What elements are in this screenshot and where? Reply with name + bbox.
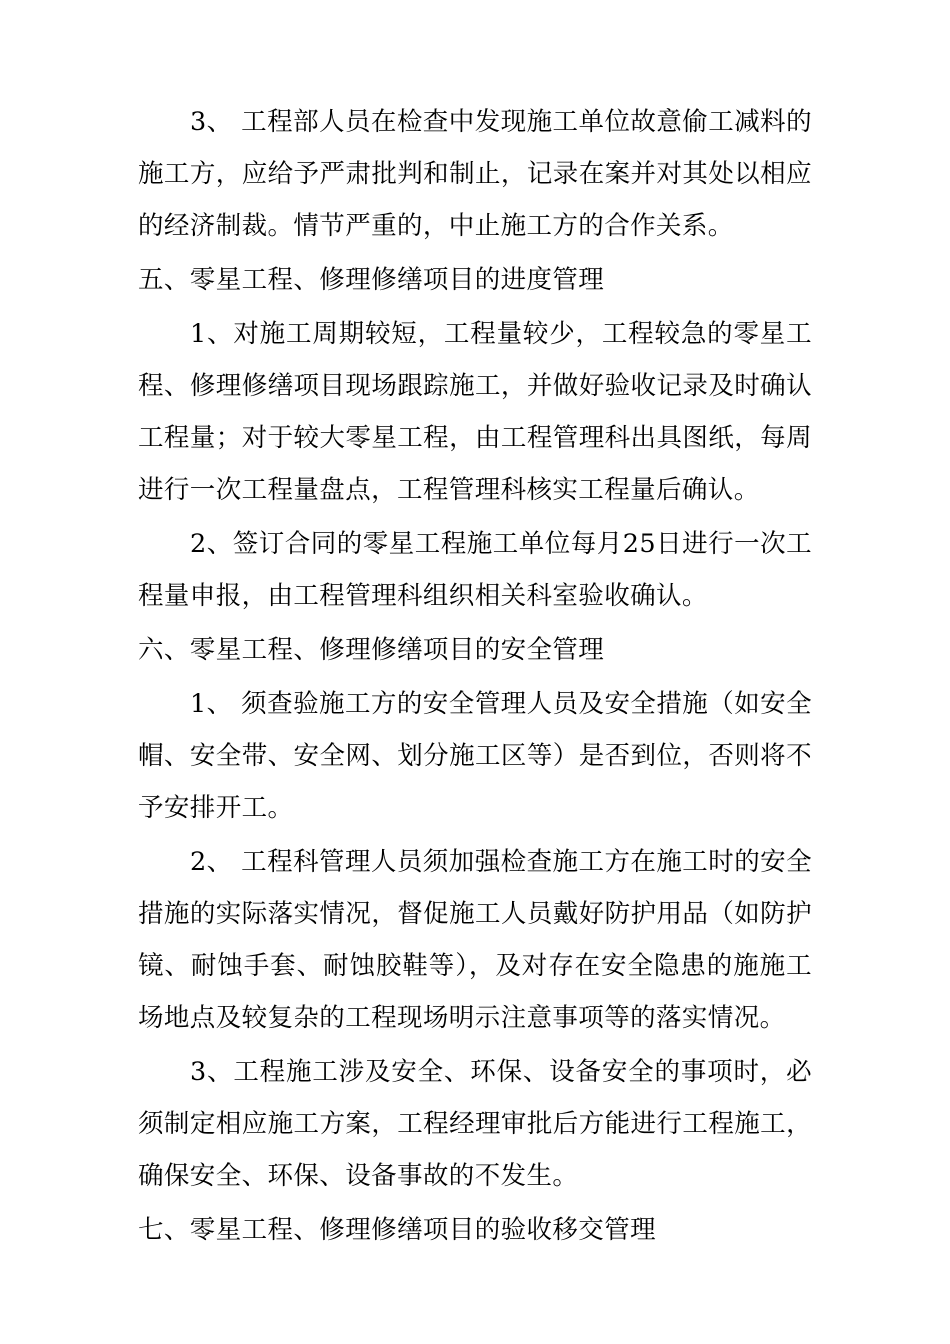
paragraph-6-2: 2、 工程科管理人员须加强检查施工方在施工时的安全措施的实际落实情况，督促施工人员戴好防护用品（如防护镜、耐蚀手套、耐蚀胶鞋等），及对存在安全隐患的施施工场地点及较复杂的工程现场明示注意事项等的落实情况。 (138, 847, 812, 1033)
section-heading-six: 六、零星工程、修理修缮项目的安全管理 (138, 635, 605, 665)
document-body (138, 96, 812, 1256)
paragraph-6-3: 3、工程施工涉及安全、环保、设备安全的事项时，必须制定相应施工方案，工程经理审批后方能进行工程施工，确保安全、环保、设备事故的不发生。 (138, 1057, 812, 1191)
paragraph-3-engineering-dept-inspection: 3、 工程部人员在检查中发现施工单位故意偷工减料的施工方，应给予严肃批判和制止，记录在案并对其处以相应的经济制裁。情节严重的，中止施工方的合作关系。 (138, 107, 812, 241)
paragraph-5-1: 1、对施工周期较短，工程量较少，工程较急的零星工程、修理修缮项目现场跟踪施工，并做好验收记录及时确认工程量；对于较大零星工程，由工程管理科出具图纸，每周进行一次工程量盘点，工程管理科核实工程量后确认。 (138, 319, 812, 505)
section-heading-seven: 七、零星工程、修理修缮项目的验收移交管理 (138, 1215, 657, 1245)
section-heading-five: 五、零星工程、修理修缮项目的进度管理 (138, 265, 605, 295)
paragraph-5-2: 2、签订合同的零星工程施工单位每月25日进行一次工程量申报，由工程管理科组织相关科室验收确认。 (138, 529, 812, 611)
paragraph-6-1: 1、 须查验施工方的安全管理人员及安全措施（如安全帽、安全带、安全网、划分施工区等）是否到位，否则将不予安排开工。 (138, 689, 812, 823)
